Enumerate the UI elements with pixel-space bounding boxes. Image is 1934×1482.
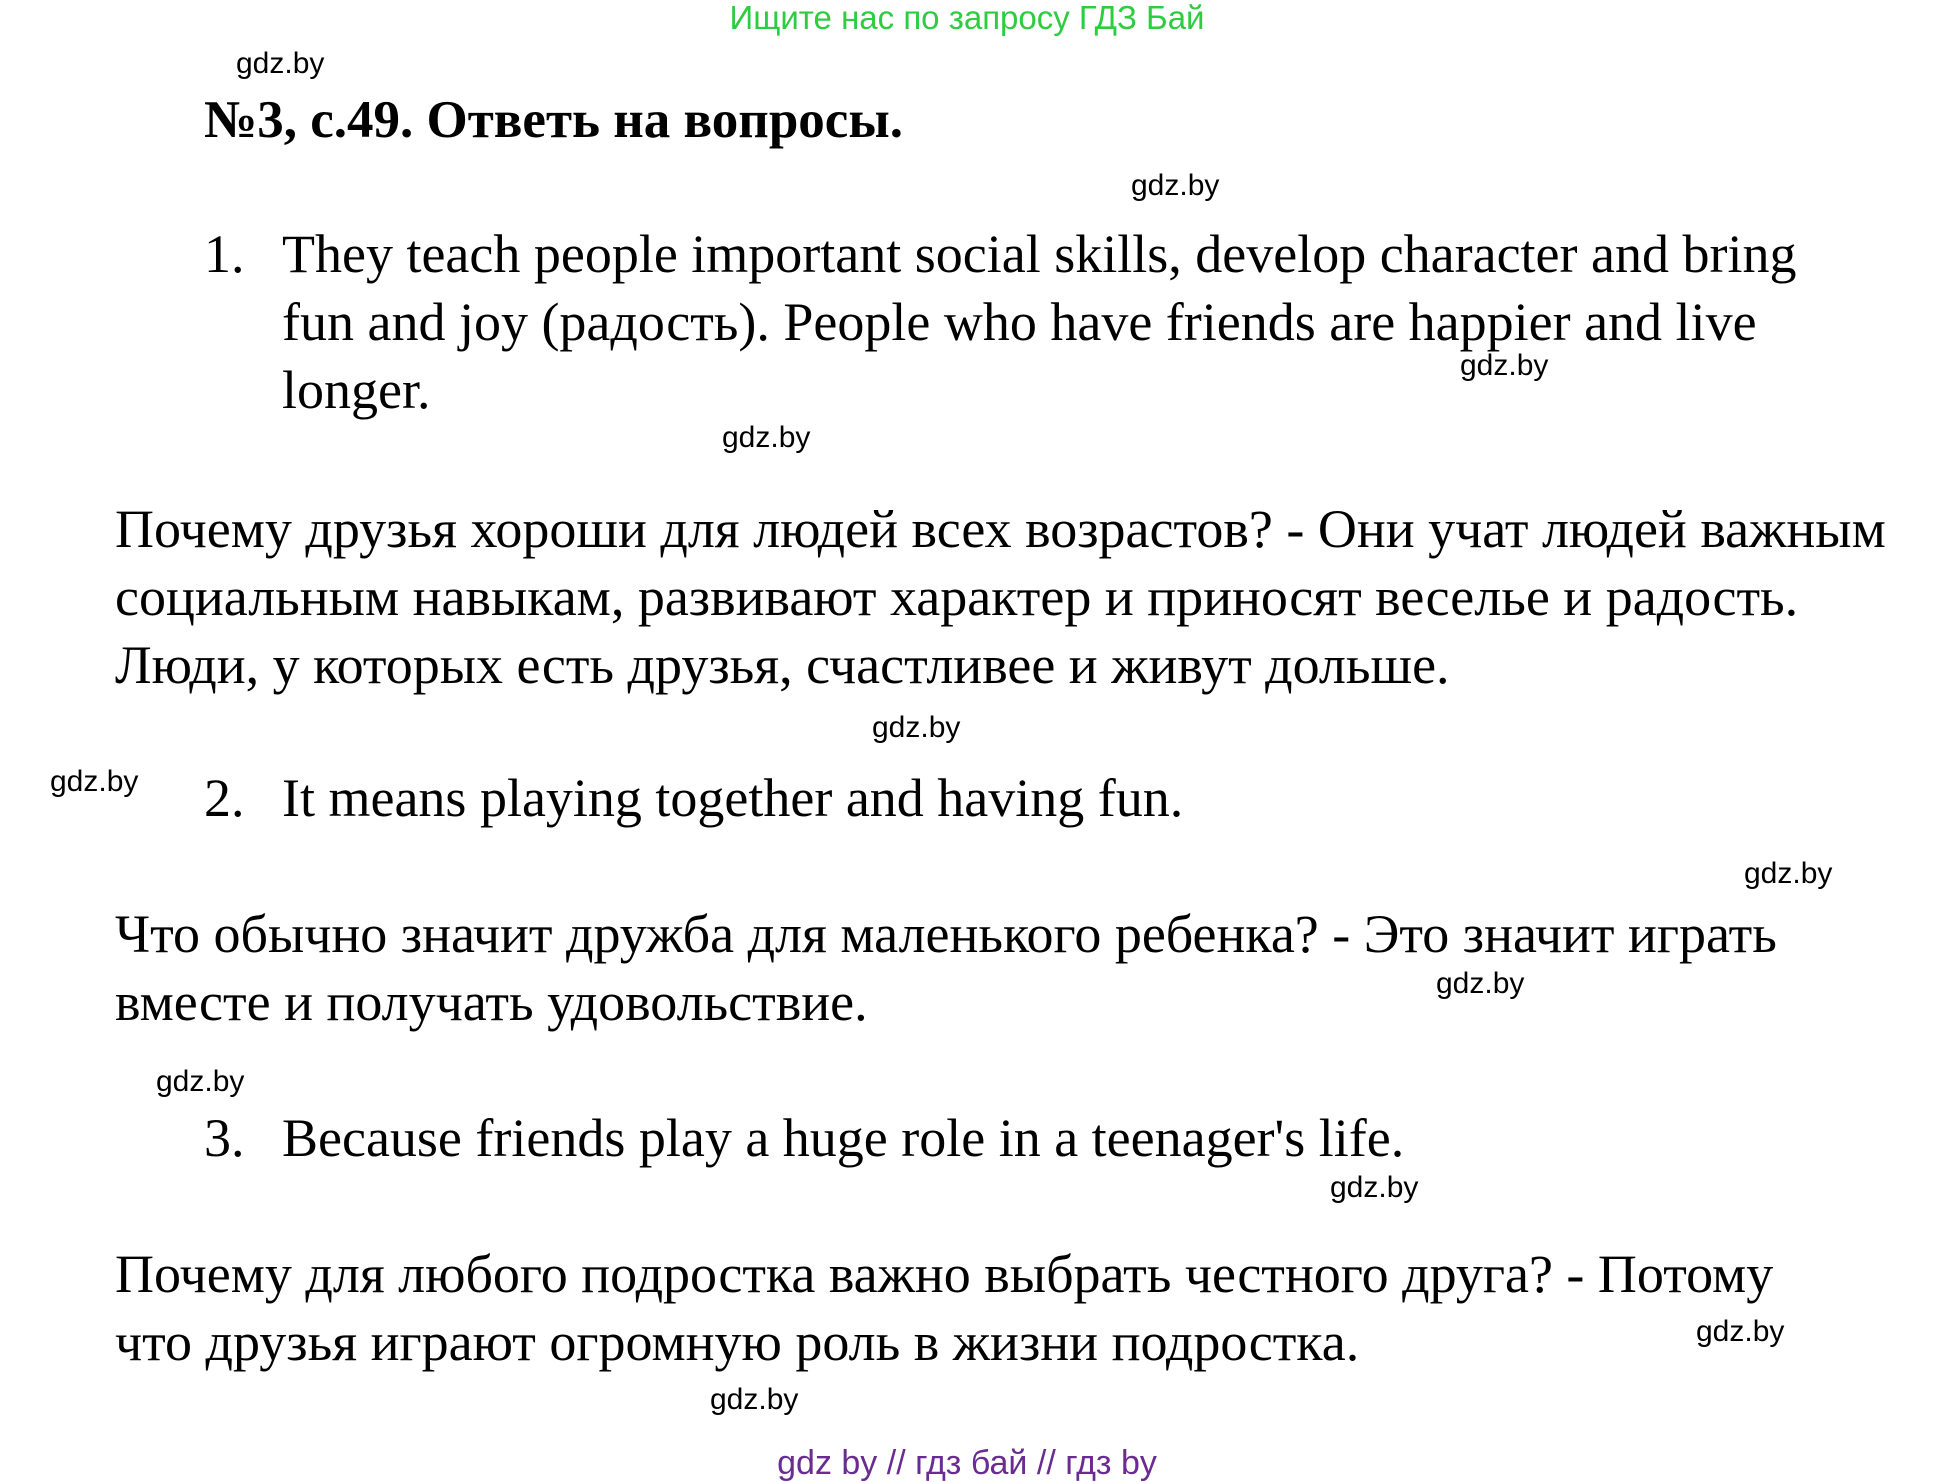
watermark: gdz.by [1436, 967, 1525, 1000]
watermark: gdz.by [236, 47, 325, 80]
answer-number: 3. [204, 1108, 245, 1168]
watermark: gdz.by [50, 765, 139, 798]
answer-number: 2. [204, 768, 245, 828]
watermark: gdz.by [1744, 857, 1833, 890]
answer-number: 1. [204, 224, 245, 284]
watermark: gdz.by [156, 1065, 245, 1098]
answer-text: It means playing together and having fun. [282, 768, 1184, 828]
answer-text: They teach people important social skills, develop character and bring fun and joy (радость). People who have friends are happier and live longer. [282, 224, 1797, 420]
page-title: №3, с.49. Ответь на вопросы. [204, 91, 903, 149]
footer-links: gdz by // гдз бай // гдз by [777, 1444, 1157, 1482]
watermark: gdz.by [1696, 1315, 1785, 1348]
watermark: gdz.by [722, 421, 811, 454]
watermark: gdz.by [1460, 349, 1549, 382]
watermark: gdz.by [710, 1383, 799, 1416]
top-banner: Ищите нас по запросу ГДЗ Бай [729, 0, 1205, 36]
watermark: gdz.by [1330, 1171, 1419, 1204]
answer-3-russian: Почему для любого подростка важно выбрать честного друга? - Потому что друзья играют огромную роль в жизни подростка. [115, 1244, 1774, 1372]
watermark: gdz.by [872, 711, 961, 744]
answer-text: Because friends play a huge role in a teenager's life. [282, 1108, 1405, 1168]
answer-1-english [204, 220, 1844, 424]
answer-1-russian: Почему друзья хороши для людей всех возрастов? - Они учат людей важным социальным навыкам, развивают характер и приносят веселье и радость. Люди, у которых есть друзья, счастливее и живут дольше. [115, 499, 1886, 695]
answer-2-russian: Что обычно значит дружба для маленького ребенка? - Это значит играть вместе и получать удовольствие. [115, 904, 1777, 1032]
answer-2-english [204, 764, 1844, 832]
watermark: gdz.by [1131, 169, 1220, 202]
answer-3-english [204, 1104, 1844, 1172]
